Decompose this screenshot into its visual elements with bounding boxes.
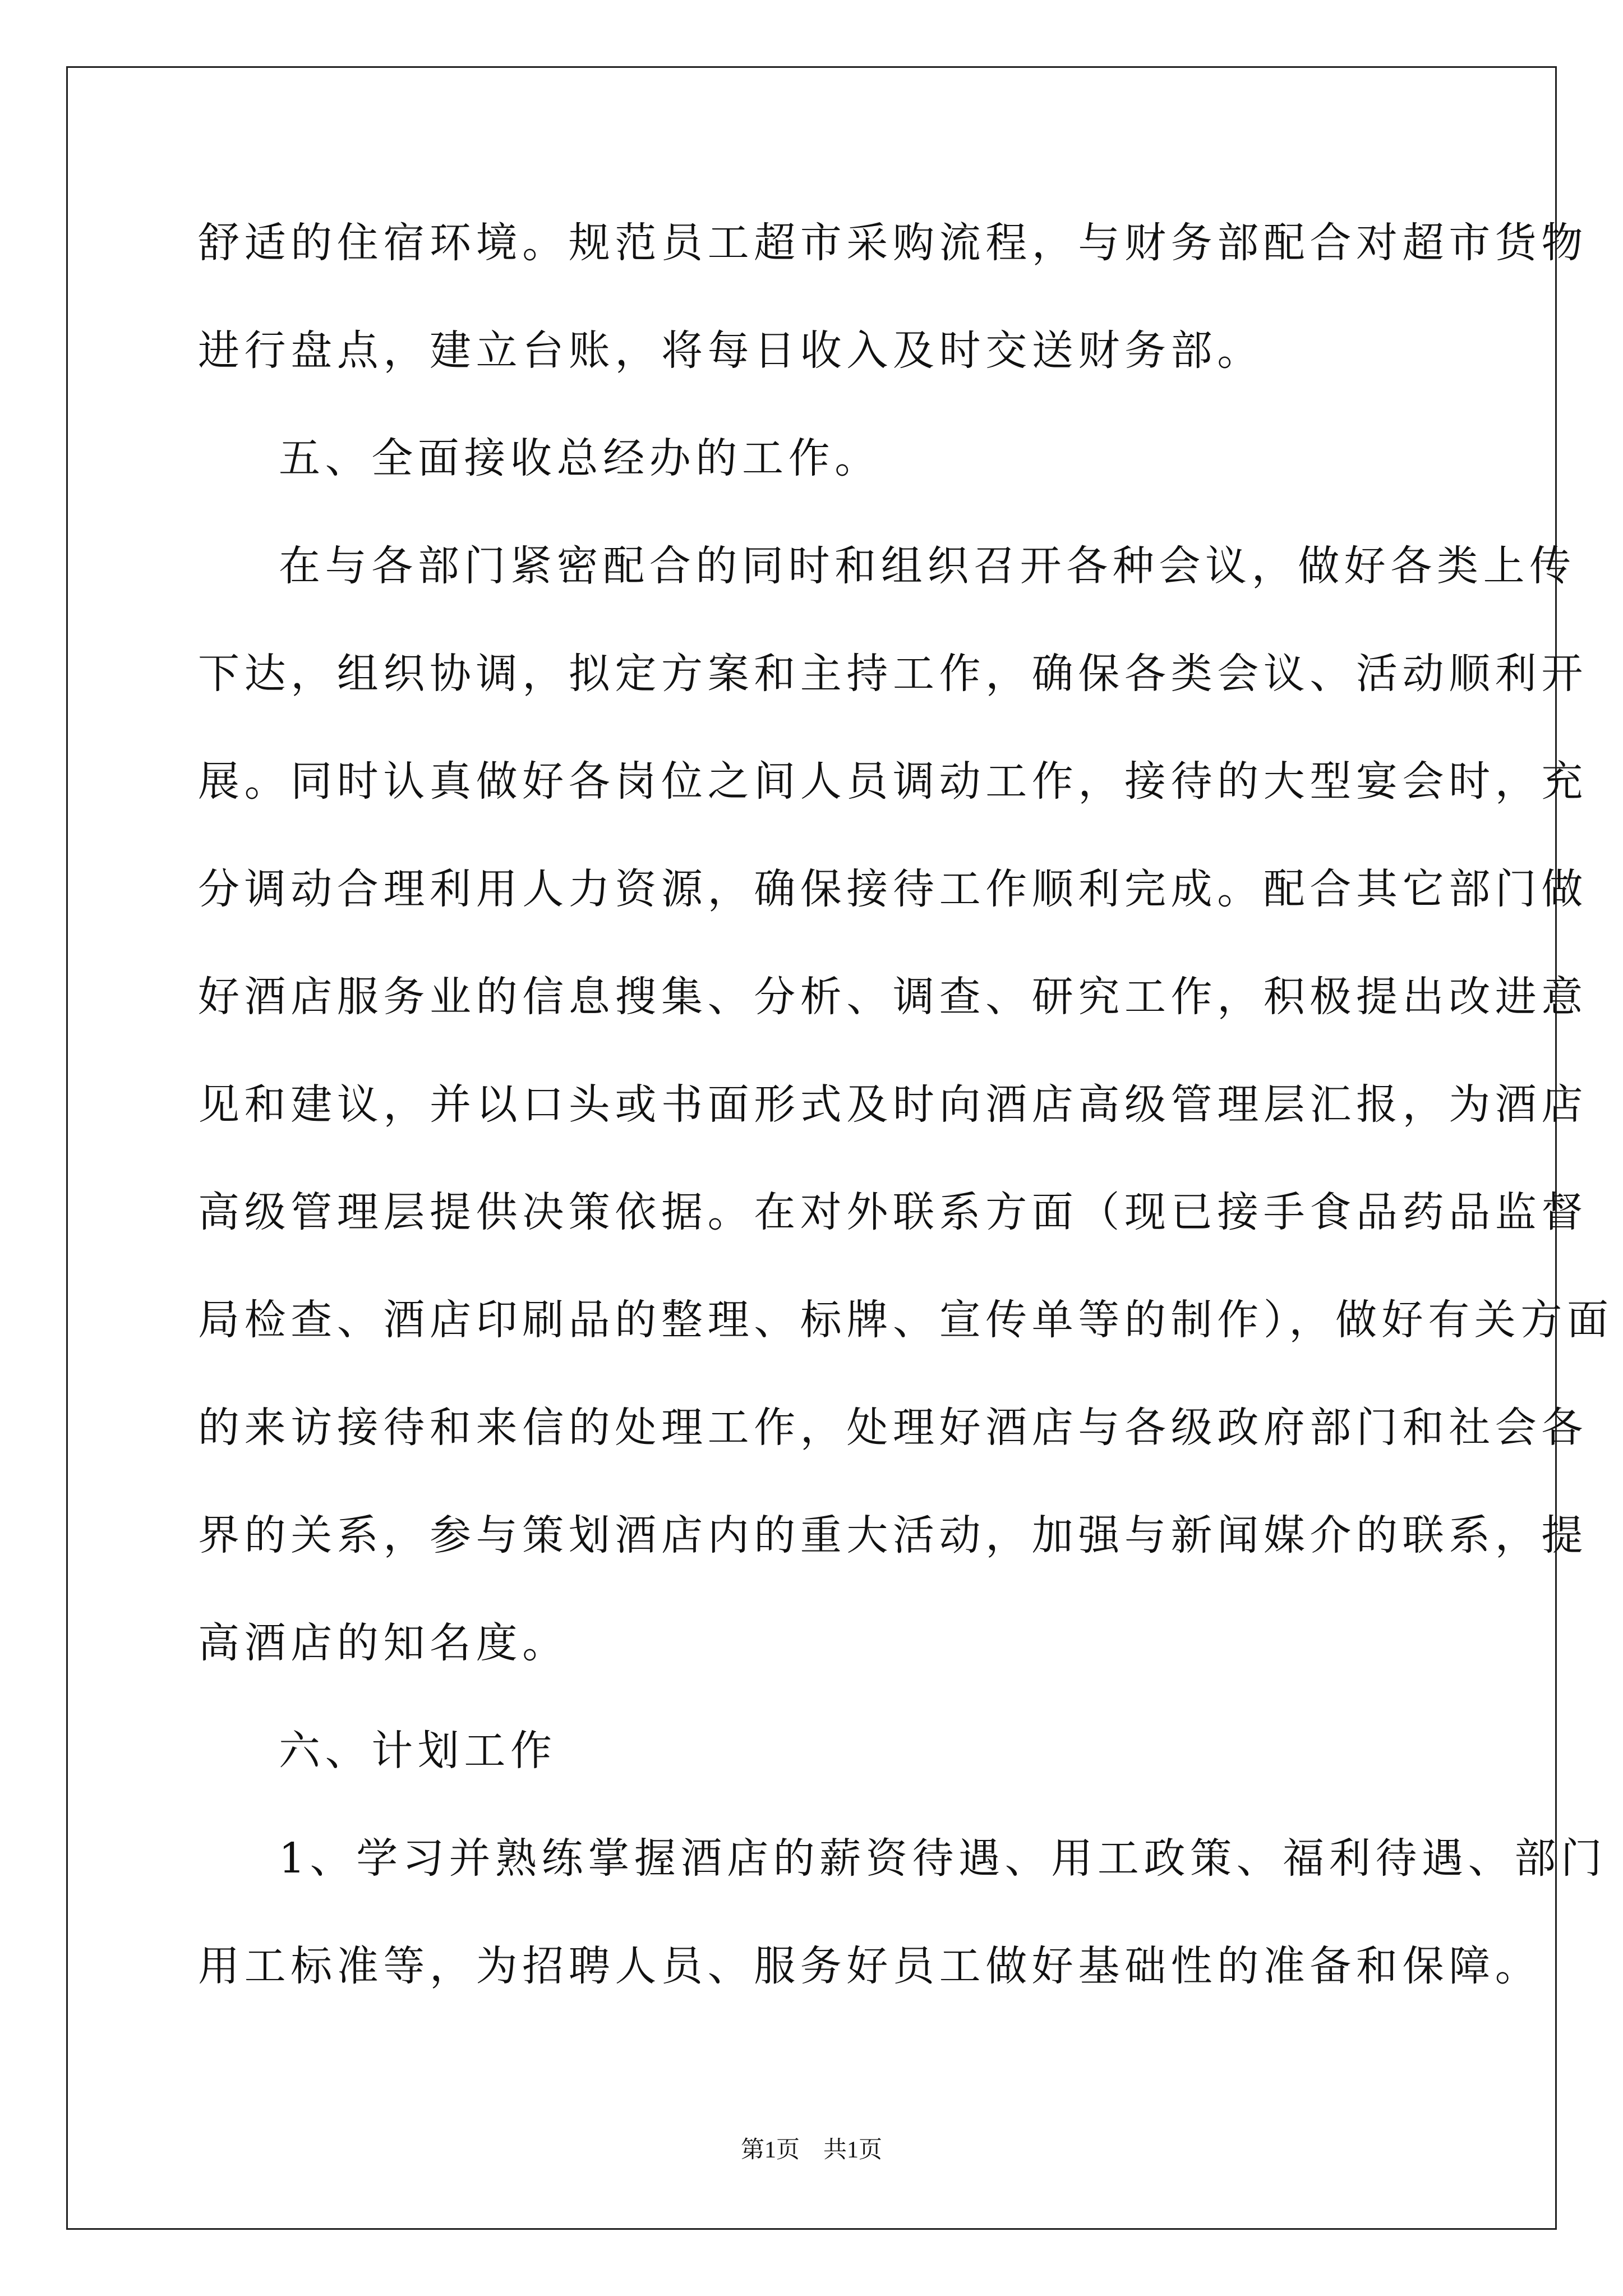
text-line: 分调动合理利用人力资源，确保接待工作顺利完成。配合其它部门做 xyxy=(198,865,1588,913)
text-line: 好酒店服务业的信息搜集、分析、调查、研究工作，积极提出改进意 xyxy=(198,973,1588,1021)
list-item-first-line: 1、学习并熟练掌握酒店的薪资待遇、用工政策、福利待遇、部门 xyxy=(279,1834,1607,1883)
text-line: 界的关系，参与策划酒店内的重大活动，加强与新闻媒介的联系，提 xyxy=(198,1511,1588,1559)
page-border xyxy=(66,66,1557,2230)
page-number: 第1页 xyxy=(740,2137,800,2163)
page-total: 共1页 xyxy=(823,2137,883,2163)
text-line: 高酒店的知名度。 xyxy=(198,1619,569,1667)
footer-gap xyxy=(800,2137,823,2163)
text-line: 见和建议，并以口头或书面形式及时向酒店高级管理层汇报，为酒店 xyxy=(198,1080,1588,1129)
text-line: 高级管理层提供决策依据。在对外联系方面（现已接手食品药品监督 xyxy=(198,1188,1588,1236)
text-line: 展。同时认真做好各岗位之间人员调动工作，接待的大型宴会时，充 xyxy=(198,757,1588,806)
paragraph-first-line: 在与各部门紧密配合的同时和组织召开各种会议，做好各类上传 xyxy=(279,542,1576,590)
text-line: 下达，组织协调，拟定方案和主持工作，确保各类会议、活动顺利开 xyxy=(198,650,1588,698)
text-line: 的来访接待和来信的处理工作，处理好酒店与各级政府部门和社会各 xyxy=(198,1404,1588,1452)
section-heading: 六、计划工作 xyxy=(279,1727,557,1775)
page-footer xyxy=(0,2134,1623,2166)
text-line: 用工标准等，为招聘人员、服务好员工做好基础性的准备和保障。 xyxy=(198,1942,1542,1990)
text-line: 进行盘点，建立台账，将每日收入及时交送财务部。 xyxy=(198,326,1264,375)
text-line: 局检查、酒店印刷品的整理、标牌、宣传单等的制作），做好有关方面 xyxy=(198,1296,1613,1344)
section-heading: 五、全面接收总经办的工作。 xyxy=(279,434,881,482)
text-line: 舒适的住宿环境。规范员工超市采购流程，与财务部配合对超市货物 xyxy=(198,219,1588,267)
